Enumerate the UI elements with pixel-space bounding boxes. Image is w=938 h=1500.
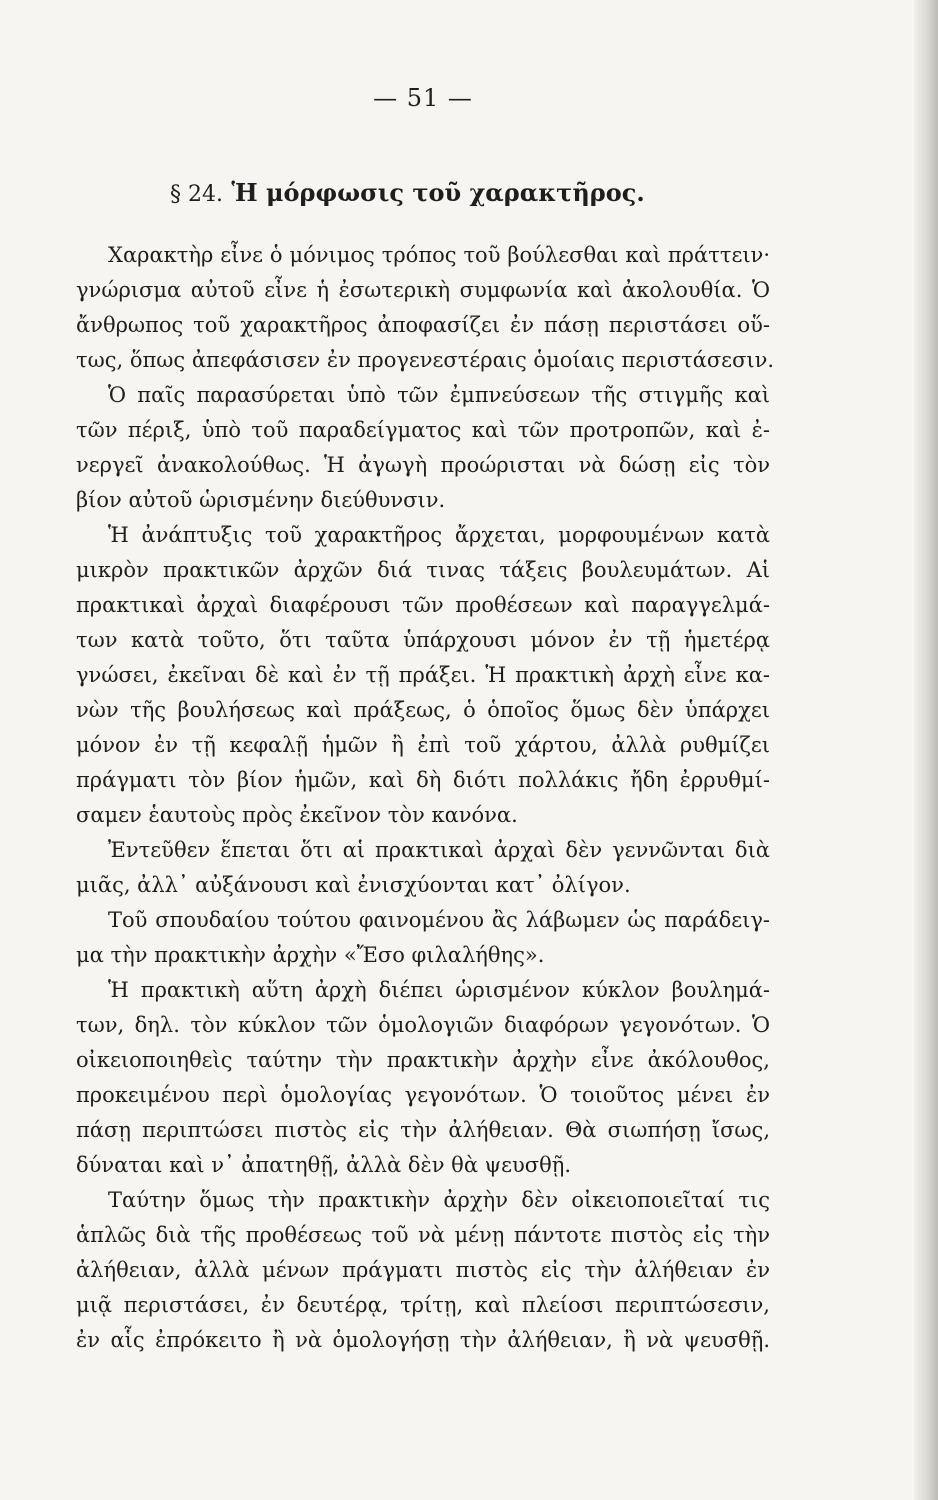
text-line: οἰκειοποιηθεὶς ταύτην τὴν πρακτικὴν ἀρχὴν εἶνε ἀκόλουθος, bbox=[76, 1048, 770, 1072]
section-title: Ἡ μόρφωσις τοῦ χαρακτῆρος. bbox=[231, 178, 645, 207]
text-line: Ἐντεῦθεν ἕπεται ὅτι αἱ πρακτικαὶ ἀρχαὶ δὲν γεννῶνται διὰ bbox=[108, 838, 770, 862]
text-line: νὼν τῆς βουλήσεως καὶ πράξεως, ὁ ὁποῖος ὅμως δὲν ὑπάρχει bbox=[76, 698, 770, 722]
text-line: δύναται καὶ ν᾽ ἀπατηθῇ, ἀλλὰ δὲν θὰ ψευσθῇ. bbox=[76, 1153, 572, 1177]
text-line: Ταύτην ὅμως τὴν πρακτικὴν ἀρχὴν δὲν οἰκειοποιεῖταί τις bbox=[108, 1188, 770, 1212]
text-line: τως, ὅπως ἀπεφάσισεν ἐν προγενεστέραις ὁμοίαις περιστάσεσιν. bbox=[76, 348, 775, 372]
text-line: μα τὴν πρακτικὴν ἀρχὴν «Ἔσο φιλαλήθης». bbox=[76, 943, 545, 967]
text-line: πάσῃ περιπτώσει πιστὸς εἰς τὴν ἀλήθειαν. Θὰ σιωπήσῃ ἴσως, bbox=[76, 1118, 770, 1142]
text-line: των, δηλ. τὸν κύκλον τῶν ὁμολογιῶν διαφόρων γεγονότων. Ὁ bbox=[76, 1013, 770, 1037]
text-line: πρακτικαὶ ἀρχαὶ διαφέρουσι τῶν προθέσεων καὶ παραγγελμά- bbox=[76, 593, 770, 617]
text-line: ἐν αἷς ἐπρόκειτο ἢ νὰ ὁμολογήσῃ τὴν ἀλήθειαν, ἢ νὰ ψευσθῇ. bbox=[76, 1328, 770, 1352]
text-line: γνώσει, ἐκεῖναι δὲ καὶ ἐν τῇ πράξει. Ἡ πρακτικὴ ἀρχὴ εἶνε κα- bbox=[76, 663, 770, 687]
text-line: Τοῦ σπουδαίου τούτου φαινομένου ἂς λάβωμεν ὡς παράδειγ- bbox=[108, 908, 770, 932]
text-line: γνώρισμα αὐτοῦ εἶνε ἡ ἐσωτερικὴ συμφωνία καὶ ἀκολουθία. Ὁ bbox=[76, 278, 770, 302]
section-number: § 24. bbox=[170, 182, 223, 207]
text-line: βίον αὐτοῦ ὡρισμένην διεύθυνσιν. bbox=[76, 488, 446, 512]
page-number: — 51 — bbox=[373, 84, 473, 112]
text-line: μόνον ἐν τῇ κεφαλῇ ἡμῶν ἢ ἐπὶ τοῦ χάρτου, ἀλλὰ ρυθμίζει bbox=[76, 733, 770, 757]
text-line: μιᾶς, ἀλλ᾽ αὐξάνουσι καὶ ἐνισχύονται κατ᾽ ὀλίγον. bbox=[76, 873, 631, 897]
text-line: σαμεν ἑαυτοὺς πρὸς ἐκεῖνον τὸν κανόνα. bbox=[76, 803, 518, 827]
text-line: νεργεῖ ἀνακολούθως. Ἡ ἀγωγὴ προώρισται νὰ δώσῃ εἰς τὸν bbox=[76, 453, 770, 477]
text-line: μιᾷ περιστάσει, ἐν δευτέρᾳ, τρίτῃ, καὶ πλείοσι περιπτώσεσιν, bbox=[76, 1293, 770, 1317]
text-line: ἀλήθειαν, ἀλλὰ μένων πράγματι πιστὸς εἰς τὴν ἀλήθειαν ἐν bbox=[76, 1258, 770, 1282]
section-heading bbox=[170, 178, 770, 207]
text-line: μικρὸν πρακτικῶν ἀρχῶν διά τινας τάξεις βουλευμάτων. Αἱ bbox=[76, 558, 770, 582]
text-line: Ἡ ἀνάπτυξις τοῦ χαρακτῆρος ἄρχεται, μορφουμένων κατὰ bbox=[108, 523, 770, 547]
text-line: των κατὰ τοῦτο, ὅτι ταῦτα ὑπάρχουσι μόνον ἐν τῇ ἡμετέρᾳ bbox=[76, 628, 770, 652]
text-line: Χαρακτὴρ εἶνε ὁ μόνιμος τρόπος τοῦ βούλεσθαι καὶ πράττειν· bbox=[108, 243, 770, 267]
text-line: ἄνθρωπος τοῦ χαρακτῆρος ἀποφασίζει ἐν πάσῃ περιστάσει οὕ- bbox=[76, 313, 770, 337]
text-line: Ὁ παῖς παρασύρεται ὑπὸ τῶν ἐμπνεύσεων τῆς στιγμῆς καὶ bbox=[108, 383, 770, 407]
text-line: ἁπλῶς διὰ τῆς προθέσεως τοῦ νὰ μένῃ πάντοτε πιστὸς εἰς τὴν bbox=[76, 1223, 770, 1247]
text-line: πράγματι τὸν βίον ἡμῶν, καὶ δὴ διότι πολλάκις ἤδη ἐρρυθμί- bbox=[76, 768, 770, 792]
text-line: Ἡ πρακτικὴ αὕτη ἀρχὴ διέπει ὡρισμένον κύκλον βουλημά- bbox=[108, 978, 770, 1002]
text-line: τῶν πέριξ, ὑπὸ τοῦ παραδείγματος καὶ τῶν προτροπῶν, καὶ ἐ- bbox=[76, 418, 770, 442]
page-edge-shadow bbox=[914, 0, 938, 1500]
text-line: προκειμένου περὶ ὁμολογίας γεγονότων. Ὁ τοιοῦτος μένει ἐν bbox=[76, 1083, 770, 1107]
